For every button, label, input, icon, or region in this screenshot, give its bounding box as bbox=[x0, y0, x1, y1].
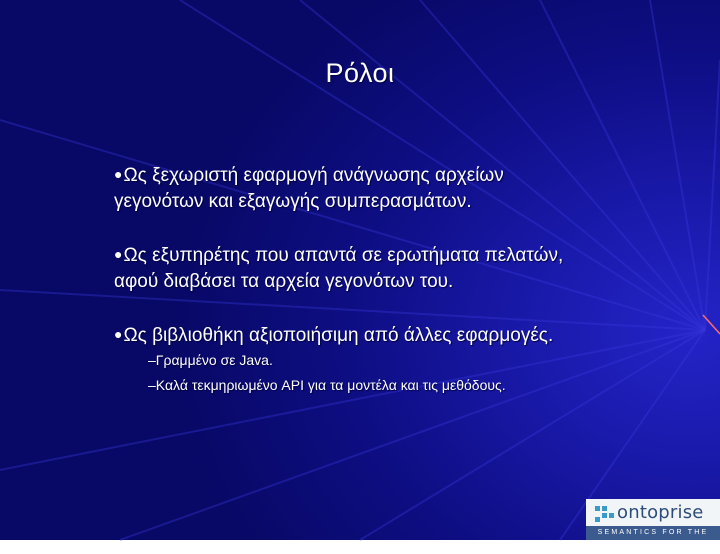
bullet-item bbox=[114, 321, 634, 349]
bullet-text-line1: Ως εξυπηρέτης που απαντά σε ερωτήματα πελατών, bbox=[123, 245, 564, 266]
bullet-text-line1: Ως ξεχωριστή εφαρμογή ανάγνωσης αρχείων bbox=[123, 165, 504, 186]
slide-title: Ρόλοι bbox=[325, 58, 395, 88]
bullet-text-line2: αφού διαβάσει τα αρχεία γεγονότων του. bbox=[114, 271, 454, 292]
bullet-item bbox=[114, 161, 634, 215]
logo-brand-text: ontoprise bbox=[617, 502, 704, 523]
bullet-dot-icon: ● bbox=[114, 326, 123, 342]
bullet-dot-icon: ● bbox=[114, 166, 123, 182]
bullet-text-line1: Ως βιβλιοθήκη αξιοποιήσιμη από άλλες εφαρμογές. bbox=[123, 325, 554, 346]
bullet-item bbox=[114, 241, 634, 295]
ontoprise-logo bbox=[586, 499, 720, 550]
bullet-dot-icon: ● bbox=[114, 246, 123, 262]
bullet-text-line2: γεγονότων και εξαγωγής συμπερασμάτων. bbox=[114, 191, 472, 212]
sub-bullet-item: –Γραμμένο σε Java. bbox=[148, 352, 273, 368]
logo-tagline: SEMANTICS FOR THE WEB bbox=[586, 526, 720, 540]
sub-bullet-item: –Καλά τεκμηριωμένο API για τα μοντέλα και τις μεθόδους. bbox=[148, 377, 506, 393]
logo-dots-icon bbox=[593, 504, 615, 524]
